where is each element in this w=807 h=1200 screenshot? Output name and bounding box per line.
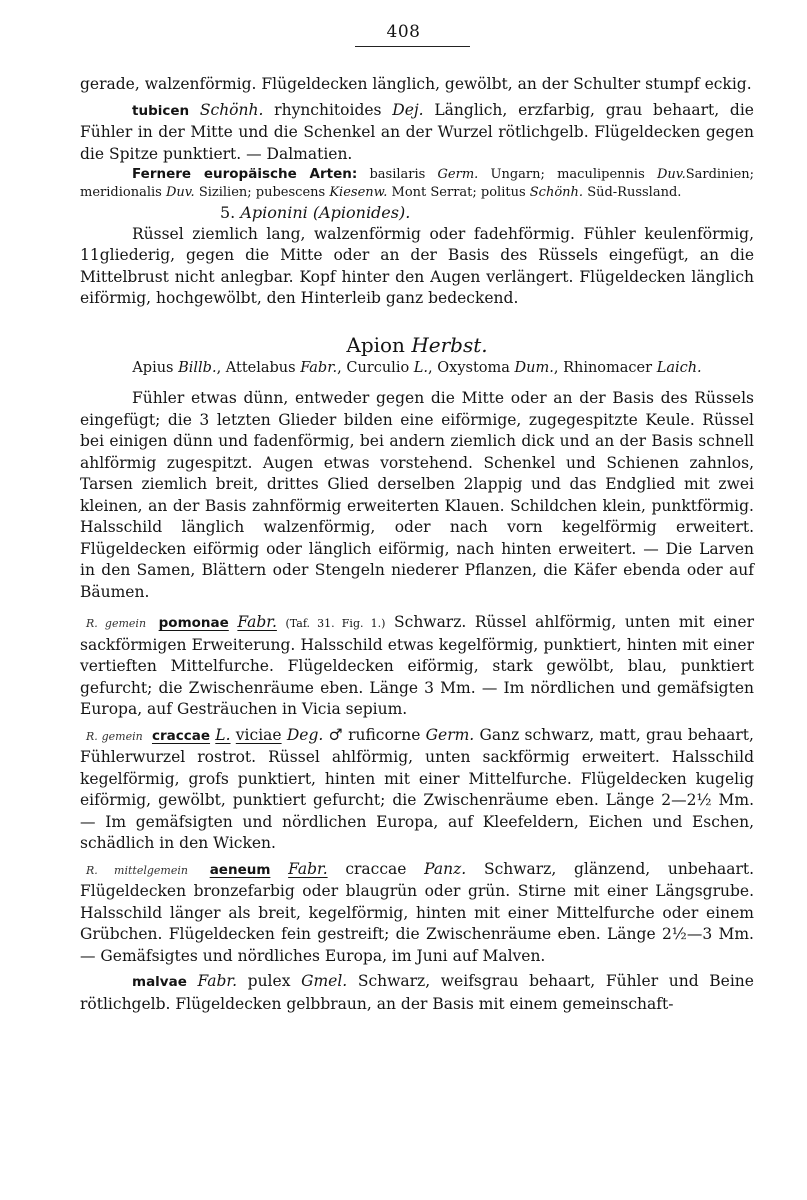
tribe-alt-name: (Apionides). <box>312 203 411 222</box>
plate-reference: (Taf. 31. Fig. 1.) <box>285 617 386 630</box>
handwritten-note: R. gemein <box>86 617 147 630</box>
species-description: Schwarz, glänzend, unbehaart. Flügeldecken bronzefarbig oder blaugrün oder grün. Stirne mit einer Längsgrube. Halsschild länger als breit, kegelförmig, hinten mit einer Mittelfurche oder einem Grübchen. Flügeldecken fein gestreift; die Zwischenräume eben. Länge 2½—3 Mm. — Gemäfsigtes und nördliches Europa, im Juni auf Malven. <box>80 859 755 965</box>
species-description: Länglich, erzfarbig, grau behaart, die Fühler in der Mitte und die Schenkel an der Wurzel rötlichgelb. Flügeldecken gegen die Spitze punktiert. — Dalmatien. <box>80 100 754 163</box>
male-symbol-icon: ♂ <box>328 725 343 744</box>
page-content <box>80 74 754 1015</box>
synonym-author: Panz. <box>424 859 467 878</box>
page-number-rule <box>355 46 470 47</box>
genus-name: Apion <box>346 332 405 357</box>
species-description: Schwarz. Rüssel ahlförmig, unten mit einer sackförmigen Erweiterung. Halsschild etwas kegelförmig, punktiert, hinten mit einer vertieften Mittelfurche. Flügeldecken eiförmig, stark gewölbt, blau, punktiert gefurcht; die Zwischenräume eben. Länge 3 Mm. — Im nördlichen und gemäfsigten Europa, auf Gesträuchen in Vicia sepium. <box>80 613 755 718</box>
species-synonym: pulex <box>247 972 291 990</box>
species-synonym: craccae <box>345 859 407 878</box>
synonym-author: Dej. <box>392 100 424 119</box>
handwritten-note: R. mittelgemein <box>86 863 188 877</box>
species-tubicen <box>80 100 754 166</box>
species-synonym-2: ruficorne <box>348 725 421 744</box>
species-craccae <box>80 725 754 855</box>
tribe-name: Apionini <box>240 203 308 222</box>
species-description: Schwarz, weifsgrau behaart, Fühler und Beine rötlichgelb. Flügeldecken gelbbraun, an der Basis mit einem gemeinschaft- <box>80 972 754 1013</box>
tribe-heading <box>80 202 754 224</box>
genus-author: Herbst. <box>411 332 488 357</box>
species-name: pomonae <box>158 615 229 631</box>
intro-paragraph: gerade, walzenförmig. Flügeldecken länglich, gewölbt, an der Schulter stumpf eckig. <box>80 75 752 93</box>
species-author: Fabr. <box>197 972 238 990</box>
species-author: Fabr. <box>237 613 277 631</box>
species-name: tubicen <box>132 102 190 119</box>
further-species: Fernere europäische Arten: basilaris Germ. Ungarn; maculipennis Duv.Sardinien; meridionalis Duv. Sizilien; pubescens Kiesenw. Mont Serrat; politus Schönh. Süd-Russland. <box>80 166 755 200</box>
genus-description: Fühler etwas dünn, entweder gegen die Mitte oder an der Basis des Rüssels eingefügt; die 3 letzten Glieder bilden eine eiförmige, zugegespitzte Keule. Rüssel bei einigen dünn und fadenförmig, bei andern ziemlich dick und an der Basis schnell ahlförmig zugespitzt. Augen etwas vorstehend. Schenkel und Schienen zahnlos, Tarsen ziemlich breit, drittes Glied derselben 2lappig und das Endglied mit zwei kleinen, an der Basis zahnförmig erweiterten Klauen. Schildchen klein, punktförmig. Halsschild länglich walzenförmig, oder nach vorn kegelförmig erweitert. Flügeldecken eiförmig oder länglich eiförmig, nach hinten erweitert. — Die Larven in den Samen, Blättern oder Stengeln niederer Pflanzen, die Käfer ebenda oder auf Bäumen. <box>80 389 754 601</box>
species-author: Schönh. <box>199 100 264 119</box>
genus-synonyms: Apius Billb., Attelabus Fabr., Curculio L., Oxystoma Dum., Rhinomacer Laich. <box>132 359 702 376</box>
handwritten-note: R. gemein <box>86 729 143 743</box>
species-name: craccae <box>151 727 211 744</box>
species-name: malvae <box>132 974 187 990</box>
species-synonym: rhynchitoides <box>274 100 382 119</box>
species-author: Fabr. <box>288 859 328 878</box>
species-synonym: viciae <box>235 725 282 744</box>
synonym-author: Deg. <box>286 725 324 744</box>
species-description: Ganz schwarz, matt, grau behaart, Fühlerwurzel rostrot. Rüssel ahlförmig, unten sackförmig erweitert. Halsschild kegelförmig, grofs punktiert, hinten mit einer Mittelfurche. Flügeldecken kugelig eiförmig, gewölbt, punktiert gefurcht; die Zwischenräume eben. Länge 2—2½ Mm. — Im gemäfsigten und nördlichen Europa, auf Kleefeldern, Eichen und Eschen, schädlich in den Wicken. <box>80 725 754 852</box>
species-pomonae <box>80 612 754 721</box>
synonym-2-author: Germ. <box>425 725 475 744</box>
synonym-author: Gmel. <box>301 972 348 990</box>
species-aeneum <box>80 859 754 968</box>
genus-heading <box>80 332 754 358</box>
further-species-label: Fernere europäische Arten: <box>132 166 358 182</box>
tribe-number: 5. <box>220 203 236 222</box>
tribe-description: Rüssel ziemlich lang, walzenförmig oder fadehförmig. Fühler keulenförmig, 11gliederig, gegen die Mitte oder an der Basis des Rüssels eingefügt, an die Mittelbrust nicht anlegbar. Kopf hinter den Augen verlängert. Flügeldecken länglich eiförmig, hochgewölbt, den Hinterleib ganz bedeckend. <box>80 224 754 307</box>
species-name: aeneum <box>209 861 271 878</box>
species-malvae <box>80 971 754 1015</box>
page-number: 408 <box>386 22 421 42</box>
species-author: L. <box>215 725 231 744</box>
